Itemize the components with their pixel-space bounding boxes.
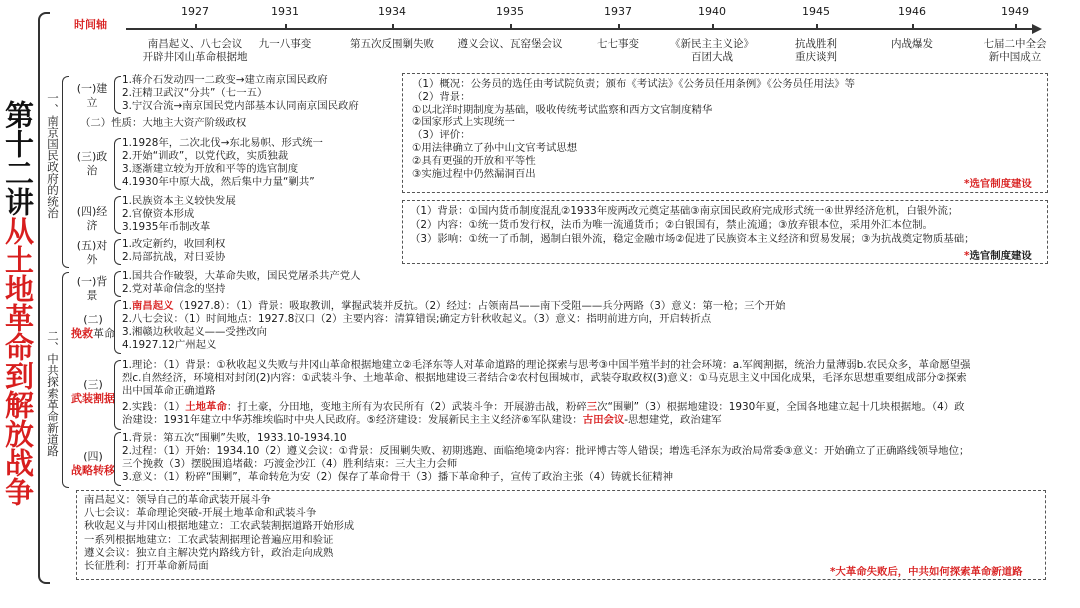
- zhanlue-line-2: 2.过程：（1）开始：1934.10（2）遵义会议：①背景：反围剿失败、初期逃跑、面临绝境②内容：批评博古等人错误；增选毛泽东为政治局常委③意义：开始确立了正确路线领导地位；: [122, 445, 970, 457]
- zhengzhi-line-1: 1.1928年，二次北伐→东北易帜、形式统一: [122, 137, 323, 149]
- timeline-event-line: 九一八事变: [258, 38, 312, 50]
- sub-zhanlue: [70, 450, 116, 478]
- wuzhuang-pre: (三): [83, 378, 103, 391]
- wuzhuang-line-4: [122, 401, 964, 414]
- bizhi-line-1: （1）背景：①国内货币制度混乱②1933年废两改元奠定基础③南京国民政府完成形式统一④世界经济危机，白银外流；: [410, 205, 959, 217]
- wanjiu-line-2: 2.八七会议：（1）时间地点：1927.8汉口（2）主要内容：清算错误;确定方针秋收起义。（3）意义：指明前进方向，开启转折点: [122, 313, 712, 325]
- bizhi-line-2: （2）内容：①统一货币发行权，法币为唯一流通货币；②白银国有，禁止流通；③放弃银本位，采用外汇本位制。: [410, 219, 933, 231]
- summary-line: 遵义会议：独立自主解决党内路线方针，政治走向成熟: [84, 546, 334, 559]
- wanjiu-pre: (二): [83, 313, 103, 326]
- shijian-post: 次“围剿”（3）根据地建设：1930年夏，全国各地建立起十几块根据地。（4）政: [597, 401, 965, 413]
- timeline-year: 1940: [698, 5, 726, 18]
- sub-duiwai: (五)对外: [76, 239, 108, 266]
- timeline-tick: [1015, 24, 1017, 29]
- timeline-year: 1946: [898, 5, 926, 18]
- timeline-year: 1934: [378, 5, 406, 18]
- timeline-year: 1927: [181, 5, 209, 18]
- section1-label: [46, 92, 60, 219]
- lecture-title: [2, 100, 36, 506]
- timeline-event-line: 第五次反围剿失败: [350, 38, 434, 50]
- section2-label: [46, 330, 60, 457]
- lecture-topic: 从土地革命到解放战争: [1, 216, 35, 506]
- xuanguan-line: ②具有更强的开放和平等性: [412, 154, 536, 167]
- sub-wanjiu: [70, 313, 116, 341]
- timeline-event-line: 新中国成立: [988, 51, 1042, 63]
- summary-line: 秋收起义与井冈山根据地建立：工农武装割据道路开始形成: [84, 520, 355, 533]
- timeline-tick: [285, 24, 287, 29]
- timeline-event-line: 开辟井冈山革命根据地: [142, 51, 248, 63]
- wanjiu-post: 革命: [93, 327, 115, 340]
- zhanlue-line-3: 三个挽救（3）摆脱围追堵截：巧渡金沙江（4）胜利结束：三大主力会师: [122, 458, 458, 470]
- timeline-event-line: 七届二中全会: [983, 38, 1047, 50]
- timeline-tick: [195, 24, 197, 29]
- nanchang-red: 南昌起义: [131, 300, 174, 312]
- wanjiu-line-1: 1.南昌起义（1927.8）：（1）背景：吸取教训，掌握武装并反抗。（2）经过：占领南昌——南下受阻——兵分两路（3）意义：第一枪；三个开始: [122, 300, 786, 312]
- timeline-event-line: 重庆谈判: [795, 51, 837, 63]
- duiwai-line-1: 1.改定新约，收回利权: [122, 238, 226, 250]
- beijing-line-1: 1.国共合作破裂，大革命失败，国民党屠杀共产党人: [122, 270, 361, 282]
- sub-wuzhuang: [70, 378, 116, 406]
- brace-jianli: [114, 76, 121, 114]
- timeline-arrow: [1032, 24, 1042, 34]
- zhanlue-line-4: 3.意义：（1）粉碎“围剿”，革命转危为安（2）保存了革命骨干（3）播下革命种子，宣传了政治主张（4）铸就长征精神: [122, 471, 674, 483]
- section2-label-text: 二、中共探索革命新道路: [46, 330, 60, 457]
- sub-jianli: (一)建立: [76, 82, 108, 109]
- xuanguan-line: ②国家形式上实现统一: [412, 116, 515, 129]
- jingji-line-2: 2.官僚资本形成: [122, 208, 195, 220]
- zhengzhi-post: -思想建党，政治建军: [624, 414, 722, 426]
- duiwai-line-2: 2.局部抗战，对日妥协: [122, 251, 226, 263]
- timeline-event-line: 内战爆发: [891, 38, 933, 50]
- timeline-event-line: 遵义会议、瓦窑堡会议: [457, 38, 563, 50]
- timeline-year: 1935: [496, 5, 524, 18]
- bizhi-line-3: （3）影响：①统一了币制，遏制白银外流，稳定金融市场②促进了民族资本主义经济和贸易发展；③为抗战奠定物质基础；: [410, 233, 975, 245]
- zhengzhi-line-2: 2.开始“训政”，以党代政，实质独裁: [122, 150, 289, 162]
- summary-note: *大革命失败后，中共如何探索革命新道路: [830, 566, 1023, 578]
- timeline-event-line: 《新民主主义论》: [670, 38, 754, 50]
- timeline-year: 1949: [1001, 5, 1029, 18]
- timeline-tick: [912, 24, 914, 29]
- brace-jingji: [114, 196, 121, 234]
- xuanguan-line: ③实施过程中仍然漏洞百出: [412, 167, 536, 180]
- zhengzhi-line-4: 4.1930年中原大战，然后集中力量“剿共”: [122, 176, 315, 188]
- wanjiu-red: 挽救: [71, 327, 93, 340]
- timeline-event-line: 百团大战: [691, 51, 733, 63]
- jingji-line-1: 1.民族资本主义较快发展: [122, 195, 236, 207]
- jianli-line-2: 2.汪精卫武汉“分共”（七一五）: [122, 87, 268, 99]
- brace-wanjiu: [114, 300, 121, 354]
- brace-beijing: [114, 271, 121, 297]
- xuanguan-line: （3）评价：: [412, 129, 471, 142]
- zhanlue-pre: (四): [83, 450, 103, 463]
- note-text-1: 选官制度建设: [969, 178, 1032, 190]
- sub-beijing: (一)背景: [76, 275, 108, 302]
- zhanlue-red: 战略转移: [71, 464, 115, 477]
- sub-zhengzhi: (三)政治: [76, 150, 108, 177]
- wuzhuang-red: 武装割据: [71, 392, 115, 405]
- timeline-tick: [510, 24, 512, 29]
- section1-label-text: 一、南京国民政府的统治: [46, 92, 60, 219]
- section2-brace: [62, 272, 69, 488]
- brace-zhanlue: [114, 432, 121, 486]
- beijing-line-2: 2.党对革命信念的坚持: [122, 283, 226, 295]
- timeline-event-line: 七七事变: [597, 38, 639, 50]
- timeline-year: 1931: [271, 5, 299, 18]
- shijian-pre: 2.实践：（1）: [122, 401, 186, 413]
- brace-wuzhuang: [114, 360, 121, 430]
- wuzhuang-line-1: 1.理论：（1）背景：①秋收起义失败与井冈山革命根据地建立②毛泽东等人对革命道路的理论探索与思考③中国半殖半封的社会环境：a.军阀割据，统治力量薄弱b.农民众多，革命愿望强: [122, 359, 971, 371]
- lecture-number: 第十二讲: [1, 100, 35, 216]
- gutian-red: 古田会议: [582, 414, 625, 426]
- wuzhuang-line-5: [122, 414, 722, 427]
- wuzhuang-line-3: 出中国革命正确道路: [122, 385, 216, 397]
- jianli-line-1: 1.蒋介石发动四一二政变→建立南京国民政府: [122, 74, 328, 86]
- timeline-tick: [392, 24, 394, 29]
- timeline-event: [327, 38, 457, 51]
- xuanguan-line: （2）背景：: [412, 90, 471, 103]
- timeline-tick: [712, 24, 714, 29]
- xuanguan-line: ①用法律确立了孙中山文官考试思想: [412, 142, 578, 154]
- box-xuanguan-note: [964, 175, 1032, 190]
- timeline-axis: [126, 28, 1034, 30]
- wanjiu-line-4: 4.1927.12广州起义: [122, 339, 217, 351]
- timeline-event-line: 抗战胜利: [795, 38, 837, 50]
- jianli-line-3: 3.宁汉合流→南京国民党内部基本认同南京国民政府: [122, 100, 359, 112]
- brace-duiwai: [114, 239, 121, 265]
- timeline-year: 1937: [604, 5, 632, 18]
- note-star-2: *: [964, 250, 970, 262]
- note-star-1: *: [964, 178, 970, 190]
- tudi-red: 土地革命: [185, 401, 227, 413]
- zhengzhi-line-3: 3.逐渐建立较为开放和平等的选官制度: [122, 163, 299, 175]
- xuanguan-line: （1）概况：公务员的选任由考试院负责；颁布《考试法》《公务员任用条例》《公务员任用法》等: [412, 78, 856, 90]
- section1-brace: [62, 76, 69, 268]
- timeline-event-line: 南昌起义、八七会议: [147, 38, 243, 50]
- timeline-tick: [618, 24, 620, 29]
- wuzhuang-line-2: 烈c.自然经济，环境相对封闭(2)内容：①武装斗争、土地革命、根据地建设三者结合②农村包围城市，武装夺取政权(3)意义：①马克思主义中国化成果，毛泽东思想重要组成部分②探索: [122, 372, 967, 384]
- shijian-mid: ：打土豪，分田地，变地主所有为农民所有（2）武装斗争：开展游击战，粉碎: [226, 401, 587, 413]
- xuanguan-line: ①以北洋时期制度为基础，吸收传统考试监察和西方文官制度精华: [412, 103, 713, 116]
- timeline-label: 时间轴: [74, 18, 107, 31]
- sub-jingji: (四)经济: [76, 205, 108, 232]
- zhanlue-line-1: 1.背景：第五次“围剿”失败，1933.10-1934.10: [122, 432, 347, 444]
- wanjiu-line-3: 3.湘赣边秋收起义——受挫改向: [122, 326, 267, 338]
- timeline-tick: [816, 24, 818, 29]
- timeline-event: [950, 38, 1080, 64]
- nanchang-rest: （1927.8）：（1）背景：吸取教训，掌握武装并反抗。（2）经过：占领南昌——南下受阻——兵分两路（3）意义：第一枪；三个开始: [173, 300, 786, 312]
- summary-line: 一系列根据地建立：工农武装割据理论普遍应用和验证: [84, 533, 334, 546]
- san-red: 三: [586, 401, 598, 413]
- timeline-year: 1945: [802, 5, 830, 18]
- brace-zhengzhi: [114, 138, 121, 190]
- summary-line: 八七会议：革命理论突破-开展土地革命和武装斗争: [84, 507, 317, 520]
- note-text-2: 选官制度建设: [969, 250, 1032, 262]
- summary-line: 南昌起义：领导自己的革命武装开展斗争: [84, 494, 272, 506]
- jingji-line-3: 3.1935年币制改革: [122, 221, 211, 233]
- xingzhi-line: （二）性质：大地主大资产阶级政权: [80, 117, 247, 129]
- zhengzhi-pre: 治建设：1931年建立中华苏维埃临时中央人民政府。⑤经济建设：发展新民主主义经济⑥军队建设：: [122, 414, 583, 426]
- box-bizhi-note: [964, 247, 1032, 262]
- summary-line: 长征胜利：打开革命新局面: [84, 560, 209, 572]
